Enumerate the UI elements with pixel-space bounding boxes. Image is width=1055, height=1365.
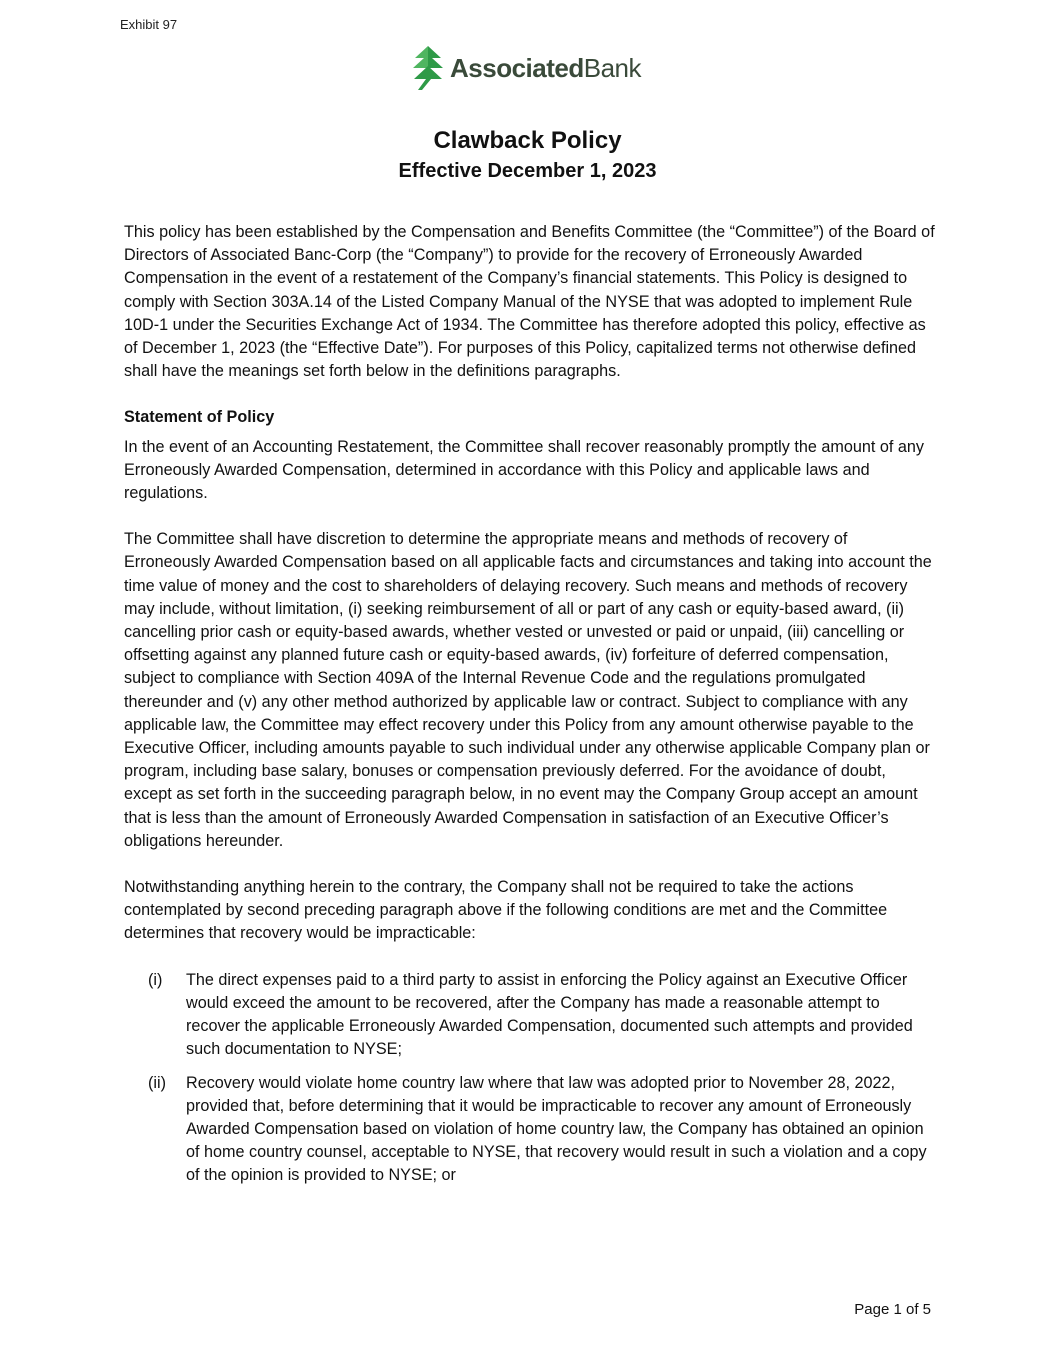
section-heading: Statement of Policy bbox=[124, 408, 275, 427]
list-item-text: Recovery would violate home country law where that law was adopted prior to November 28, 2022, provided that, before determining that it would be impracticable to recover any amount of Erroneously Awarded Compensation based on violation of home country law, the Company has obtained an opinion of home country counsel, acceptable to NYSE, that recovery would result in such a violation and a copy of the opinion is provided to NYSE; or bbox=[186, 1073, 927, 1185]
associated-bank-logo bbox=[412, 46, 641, 90]
list-marker: (ii) bbox=[148, 1073, 166, 1092]
list-item-text: The direct expenses paid to a third party to assist in enforcing the Policy against an Executive Officer would exceed the amount to be recovered, after the Company has made a reasonable attempt to recover the applicable Erroneously Awarded Compensation, documented such attempts and provided such documentation to NYSE; bbox=[186, 970, 913, 1059]
intro-paragraph: This policy has been established by the Compensation and Benefits Committee (the “Committee”) of the Board of Directors of Associated Banc-Corp (the “Company”) to provide for the recovery of Erroneously Awarded Compensation in the event of a restatement of the Company’s financial statements. This Policy is designed to comply with Section 303A.14 of the Listed Company Manual of the NYSE that was adopted to implement Rule 10D-1 under the Securities Exchange Act of 1934. The Committee has therefore adopted this policy, effective as of December 1, 2023 (the “Effective Date”). For purposes of this Policy, capitalized terms not otherwise defined shall have the meanings set forth below in the definitions paragraphs. bbox=[124, 223, 935, 381]
logo-text-bank: Bank bbox=[583, 52, 641, 83]
policy-paragraph-3: Notwithstanding anything herein to the contrary, the Company shall not be required to take the actions contemplated by second preceding paragraph above if the following conditions are met and the Committee determines that recovery would be impracticable: bbox=[124, 878, 888, 943]
logo-text-associated: Associated bbox=[450, 52, 584, 83]
list-item bbox=[124, 969, 936, 1062]
page-title: Clawback Policy bbox=[433, 127, 622, 154]
associated-bank-tree-icon bbox=[412, 46, 444, 90]
list-marker: (i) bbox=[148, 970, 163, 989]
policy-paragraph-1: In the event of an Accounting Restatement, the Committee shall recover reasonably promptly the amount of any Erroneously Awarded Compensation, determined in accordance with this Policy and applicable laws and regulations. bbox=[124, 437, 924, 503]
exhibit-label: Exhibit 97 bbox=[120, 17, 178, 32]
page-subtitle: Effective December 1, 2023 bbox=[398, 160, 657, 182]
policy-paragraph-2: The Committee shall have discretion to determine the appropriate means and methods of recovery of Erroneously Awarded Compensation based on all applicable facts and circumstances and taking into account the time value of money and the cost to shareholders of delaying recovery. Such means and methods of recovery may include, without limitation, (i) seeking reimbursement of all or part of any cash or equity-based award, (ii) cancelling prior cash or equity-based awards, whether vested or unvested or paid or unpaid, (iii) cancelling or offsetting against any planned future cash or equity-based awards, (iv) forfeiture of deferred compensation, subject to compliance with Section 409A of the Internal Revenue Code and the regulations promulgated thereunder and (v) any other method authorized by applicable law or contract. Subject to compliance with any applicable law, the Committee may effect recovery under this Policy from any amount otherwise payable to the Executive Officer, including amounts payable to such individual under any otherwise applicable Company plan or program, including base salary, bonuses or compensation previously deferred. For the avoidance of doubt, except as set forth in the succeeding paragraph below, in no event may the Company Group accept an amount that is less than the amount of Erroneously Awarded Compensation in satisfaction of an Executive Officer’s obligations hereunder. bbox=[124, 530, 932, 850]
document-body bbox=[124, 221, 936, 1198]
page-number: Page 1 of 5 bbox=[854, 1301, 931, 1318]
list-item bbox=[124, 1072, 936, 1188]
